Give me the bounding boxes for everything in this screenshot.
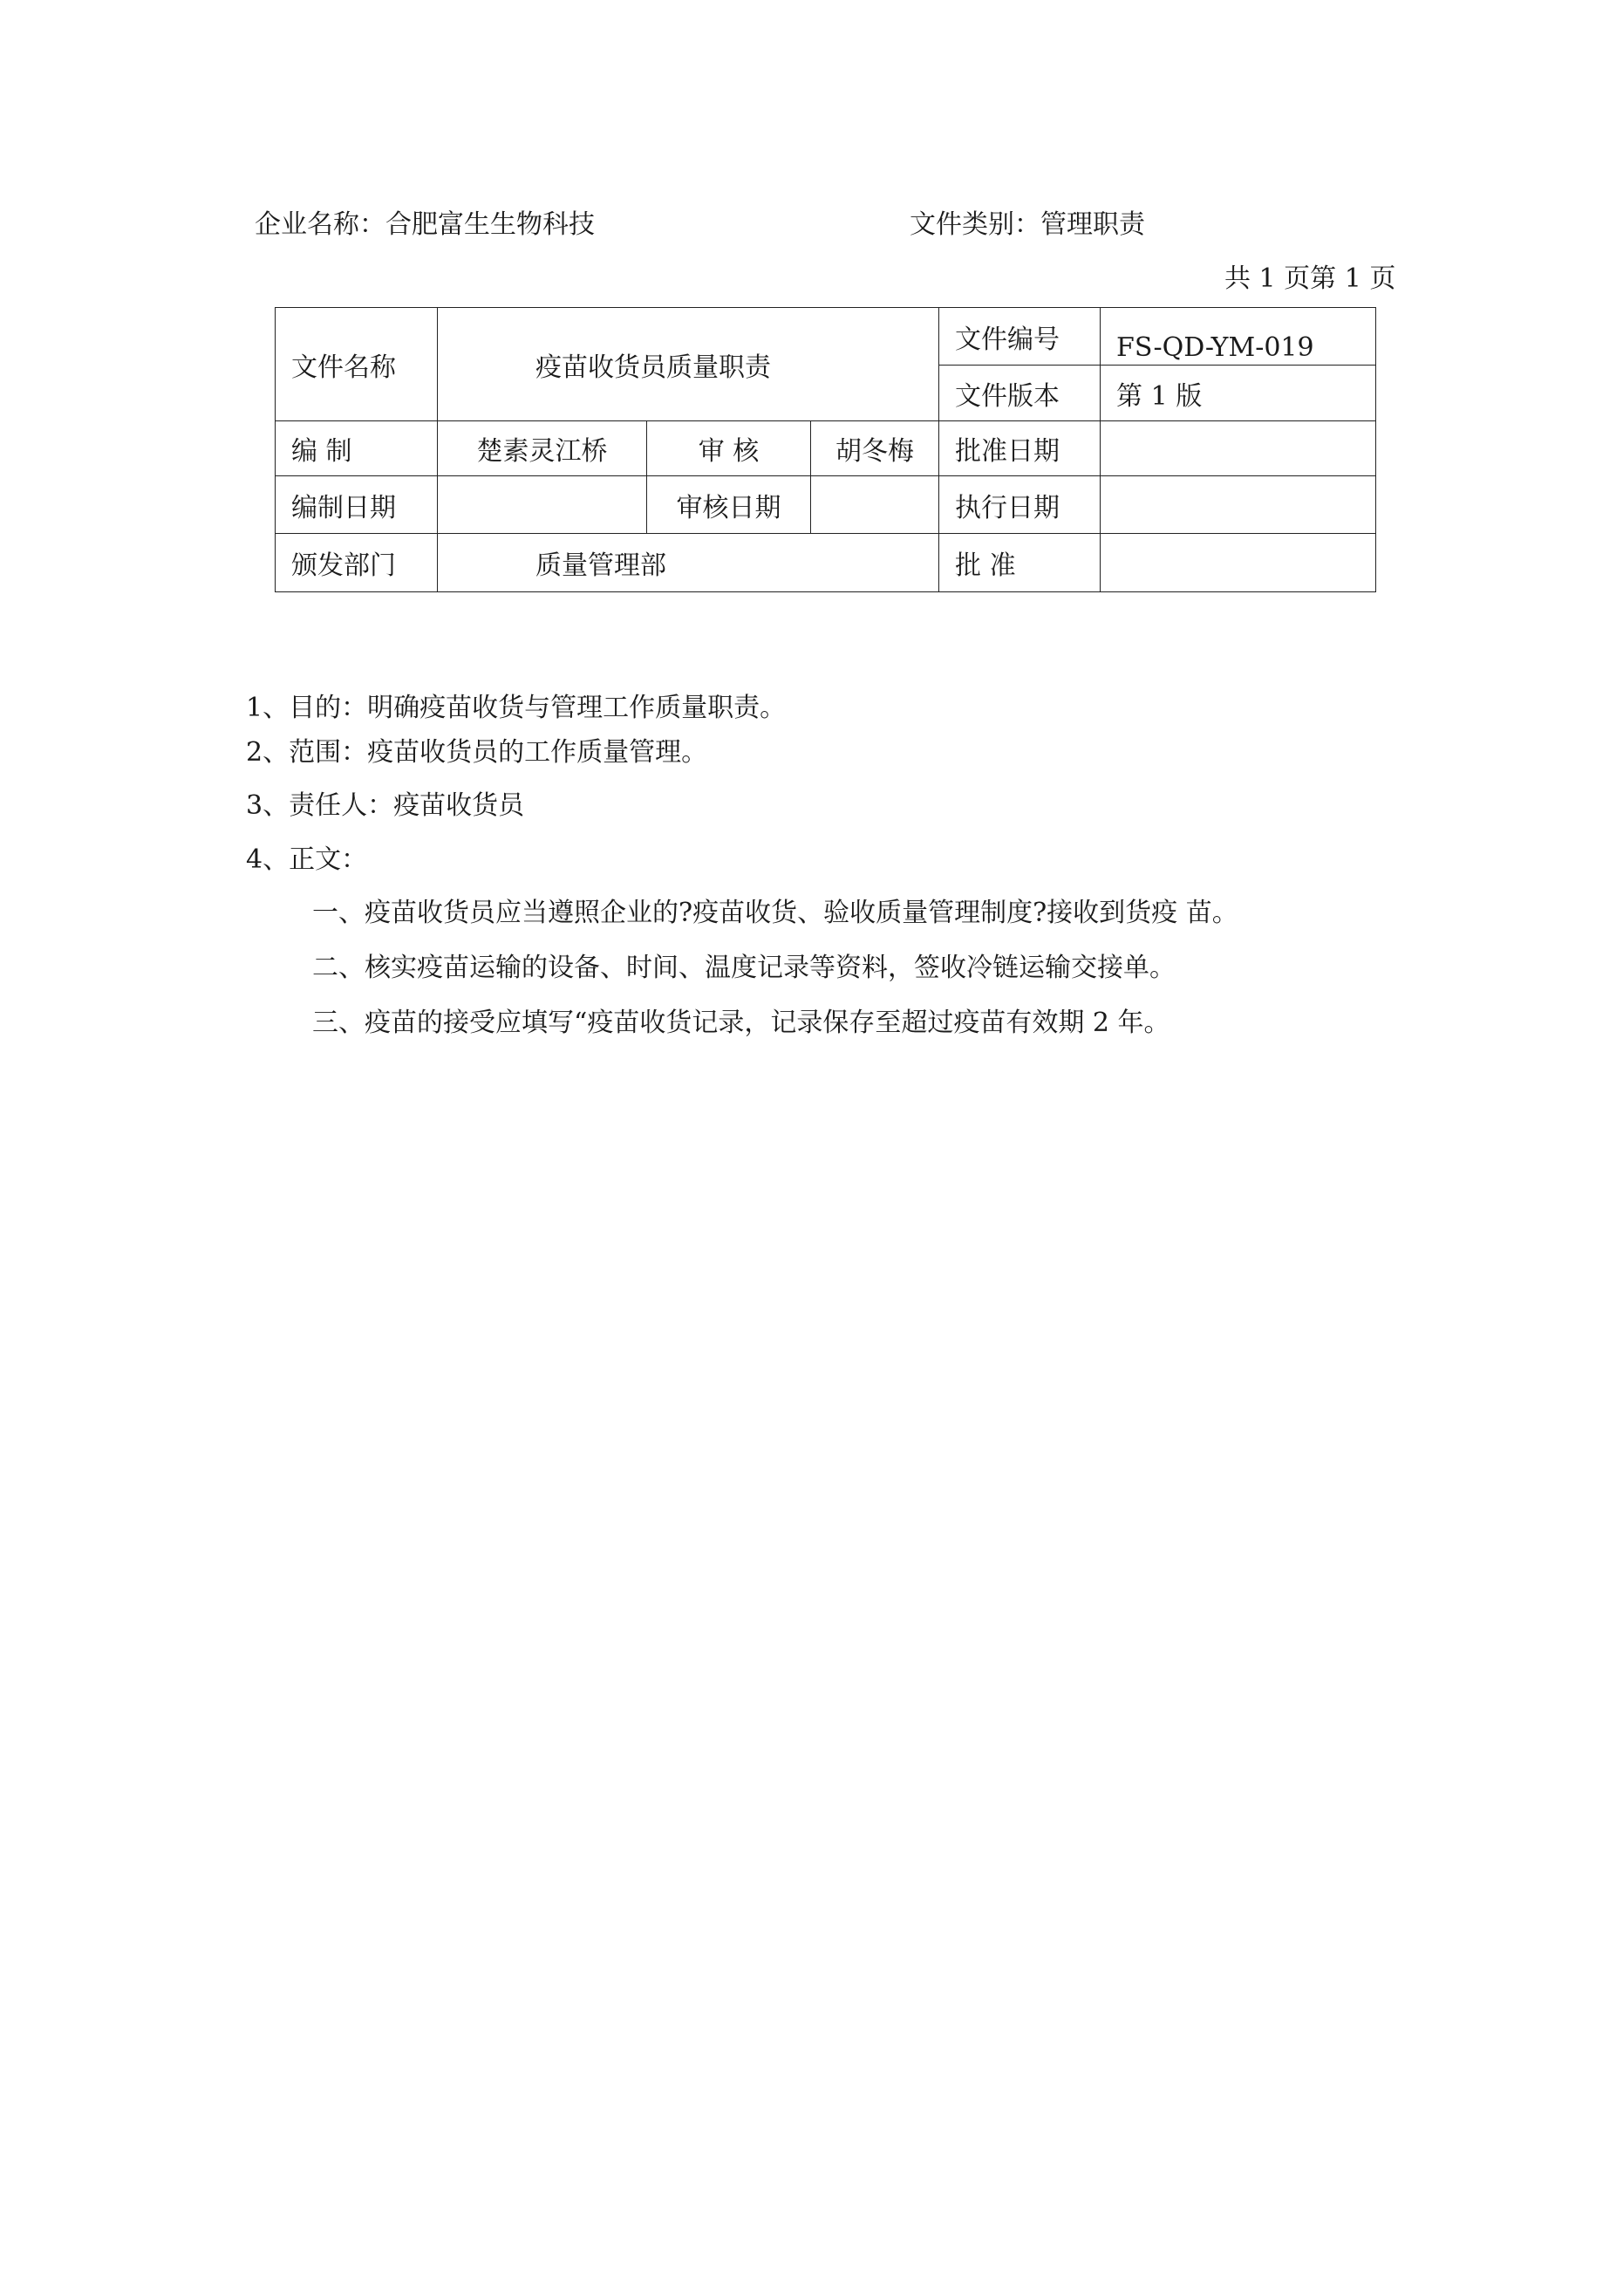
doc-code-label: 文件编号 [939,308,1101,366]
doc-name-label: 文件名称 [276,308,438,421]
review-date-value [811,476,939,534]
section-scope: 2、范围：疫苗收货员的工作质量管理。 [246,737,708,768]
doc-version-value: 第 1 版 [1101,366,1376,421]
author-label: 编 制 [276,421,438,476]
approve-value [1101,534,1376,592]
issuer-value: 质量管理部 [438,534,939,592]
reviewer-label: 审 核 [647,421,811,476]
clause-one: 一、疫苗收货员应当遵照企业的?疫苗收货、验收质量管理制度?接收到货疫 苗。 [312,898,1238,928]
approve-date-value [1101,421,1376,476]
author-date-label: 编制日期 [276,476,438,534]
page-info: 共 1 页第 1 页 [1224,263,1396,294]
doc-name-value: 疫苗收货员质量职责 [438,308,939,421]
approve-date-label: 批准日期 [939,421,1101,476]
reviewer-value: 胡冬梅 [811,421,939,476]
section-responsible: 3、责任人：疫苗收货员 [246,790,525,821]
section-main-text: 4、正文： [246,844,368,875]
author-date-value [438,476,647,534]
document-category: 文件类别：管理职责 [910,209,1145,240]
clause-three: 三、疫苗的接受应填写“疫苗收货记录，记录保存至超过疫苗有效期 2 年。 [312,1008,1170,1038]
exec-date-label: 执行日期 [939,476,1101,534]
clause-two: 二、核实疫苗运输的设备、时间、温度记录等资料，签收冷链运输交接单。 [312,953,1176,983]
company-name: 企业名称：合肥富生生物科技 [255,209,595,240]
approve-label: 批 准 [939,534,1101,592]
exec-date-value [1101,476,1376,534]
author-value: 楚素灵江桥 [438,421,647,476]
doc-version-label: 文件版本 [939,366,1101,421]
section-purpose: 1、目的：明确疫苗收货与管理工作质量职责。 [246,693,787,723]
document-info-table [275,307,1376,592]
issuer-label: 颁发部门 [276,534,438,592]
doc-code-value: FS-QD-YM-019 [1101,308,1376,366]
review-date-label: 审核日期 [647,476,811,534]
